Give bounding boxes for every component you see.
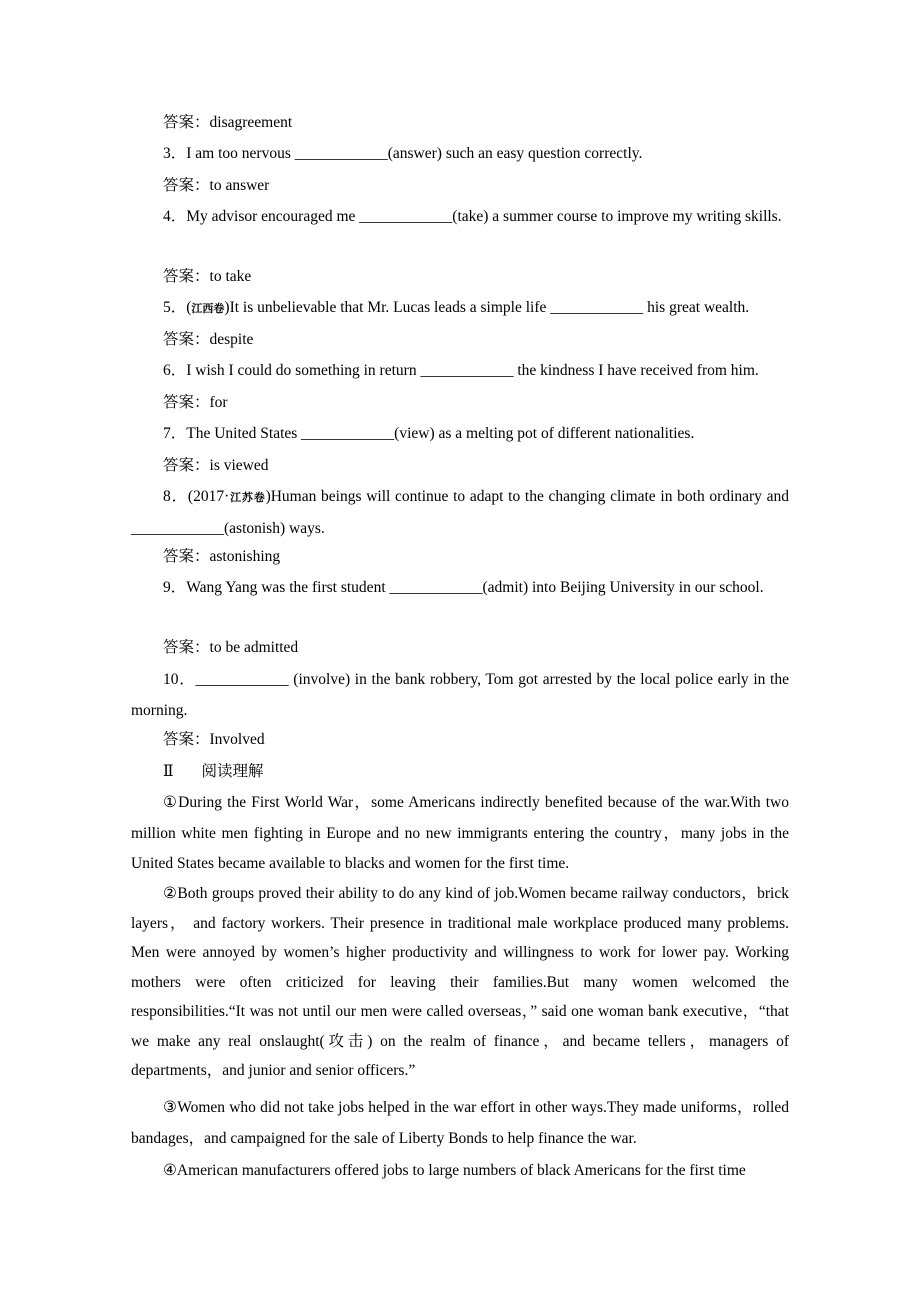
answer-line: 答案：to take — [163, 268, 252, 285]
section-heading: Ⅱ 阅读理解 — [163, 763, 264, 780]
source-tag: 江苏卷 — [229, 492, 266, 504]
question-6: 6．I wish I could do something in return ____________ the kindness I have received from him. — [163, 362, 759, 379]
question-7: 7．The United States ____________(view) as a melting pot of different nationalities. — [163, 425, 695, 442]
answer-line: 答案：disagreement — [163, 114, 293, 131]
answer-line: 答案：for — [163, 394, 228, 411]
passage-paragraph-4: ④American manufacturers offered jobs to large numbers of black Americans for the first time — [163, 1162, 746, 1179]
passage-paragraph-1: ①During the First World War，some Americans indirectly benefited because of the war.With two million white men fighting in Europe and no new immigrants entering the country，many jobs in the United States became available to blacks and women for the first time. — [131, 794, 789, 872]
question-4: 4．My advisor encouraged me ____________(take) a summer course to improve my writing skills. — [163, 208, 782, 225]
passage-paragraph-3: ③Women who did not take jobs helped in the war effort in other ways.They made uniforms，rolled bandages，and campaigned for the sale of Liberty Bonds to help finance the war. — [131, 1099, 789, 1147]
answer-line: 答案：astonishing — [163, 548, 281, 565]
question-9: 9．Wang Yang was the first student ____________(admit) into Beijing University in our school. — [163, 579, 764, 596]
source-tag: 江西卷 — [191, 303, 225, 315]
passage-paragraph-2: ②Both groups proved their ability to do any kind of job.Women became railway conductors，brick layers， and factory workers. Their presence in traditional male workplace produced many problems. Men were annoyed by women’s higher productivity and willingness to work for lower pay. Working mothers were often criticized for leaving their families.But many women welcomed the responsibilities.“It was not until our men were called overseas，” said one woman bank executive，“that we make any real onslaught(攻击) on the realm of finance，and became tellers，managers of departments，and junior and senior officers.” — [131, 885, 789, 1079]
question-3: 3．I am too nervous ____________(answer) such an easy question correctly. — [163, 145, 643, 162]
answer-line: 答案：to answer — [163, 177, 270, 194]
answer-line: 答案：despite — [163, 331, 254, 348]
answer-line: 答案：to be admitted — [163, 639, 299, 656]
answer-line: 答案：is viewed — [163, 457, 269, 474]
answer-line: 答案：Involved — [163, 731, 265, 748]
question-10: 10．____________ (involve) in the bank robbery, Tom got arrested by the local police early in the morning. — [131, 671, 789, 719]
question-8: 8．(2017·江苏卷)Human beings will continue to adapt to the changing climate in both ordinary and ____________(astonish) ways. — [131, 488, 790, 537]
question-5: 5．(江西卷)It is unbelievable that Mr. Lucas leads a simple life ____________ his great wealth. — [163, 299, 750, 316]
